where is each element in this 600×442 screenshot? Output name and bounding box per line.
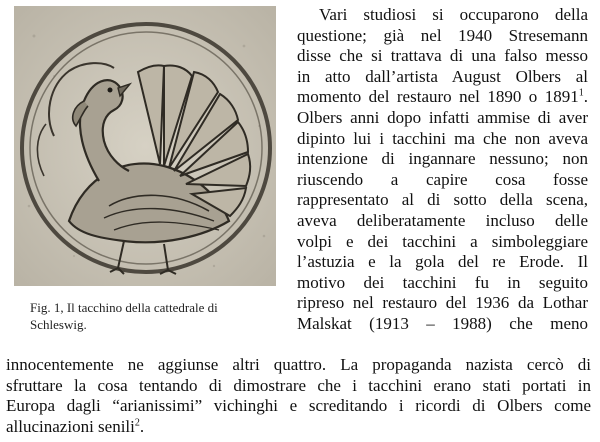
text-line-content: allucinazioni senili [6,416,135,436]
text-line: in atto dall’artista August Olbers al [297,66,588,86]
text-line: riuscendo a capire cosa fosse [297,169,588,189]
text-line: Malskat (1913 – 1988) che meno [297,313,588,333]
text-line: Olbers anni dopo infatti ammise di aver [297,107,588,127]
text-line-content: momento del restauro nel 1890 o 1891 [297,87,579,107]
text-line-with-footnote [6,417,591,438]
text-line: aveva deliberatamente incluso delle [297,210,588,230]
text-line: sfruttare la cosa tentando di dimostrare che i tacchini erano stati portati in [6,375,591,395]
caption-line-2: Schleswig. [30,317,87,332]
period: . [139,416,145,436]
text-line: Vari studiosi si occuparono della [319,5,588,24]
text-line: l’astuzia e la gola del re Erode. Il [297,252,588,272]
text-line: volpi e dei tacchini a simboleggiare [297,231,588,251]
text-line: questione; già nel 1940 Stresemann [297,25,588,45]
text-line: innocentemente ne aggiunse altri quattro. La propaganda nazista cercò di [6,355,591,374]
period: . [583,87,588,107]
text-line: intenzione di ingannare nessuno; non [297,149,588,169]
text-line: dipinto lui i tacchini ma che non aveva [297,128,588,148]
turkey-medallion-icon [14,6,276,286]
caption-line-1: Fig. 1, Il tacchino della cattedrale di [30,300,218,315]
figure-caption [30,299,280,333]
body-paragraph-column [297,5,588,335]
text-line-with-footnote [297,87,588,108]
text-line: Europa dagli “arianissimi” vichinghi e screditando i ricordi di Olbers come [6,396,591,416]
text-line: disse che si trattava di una falso messo [297,46,588,66]
footnote-marker-2[interactable]: 2 [134,417,140,429]
footnote-marker-1[interactable]: 1 [578,87,584,99]
body-paragraph-full-width [6,355,591,437]
text-line: rappresentato al di sotto della scena, [297,190,588,210]
text-line: motivo dei tacchini fu in seguito [297,272,588,292]
text-line: ripreso nel restauro del 1936 da Lothar [297,293,588,313]
turkey-fresco-image [14,6,276,286]
